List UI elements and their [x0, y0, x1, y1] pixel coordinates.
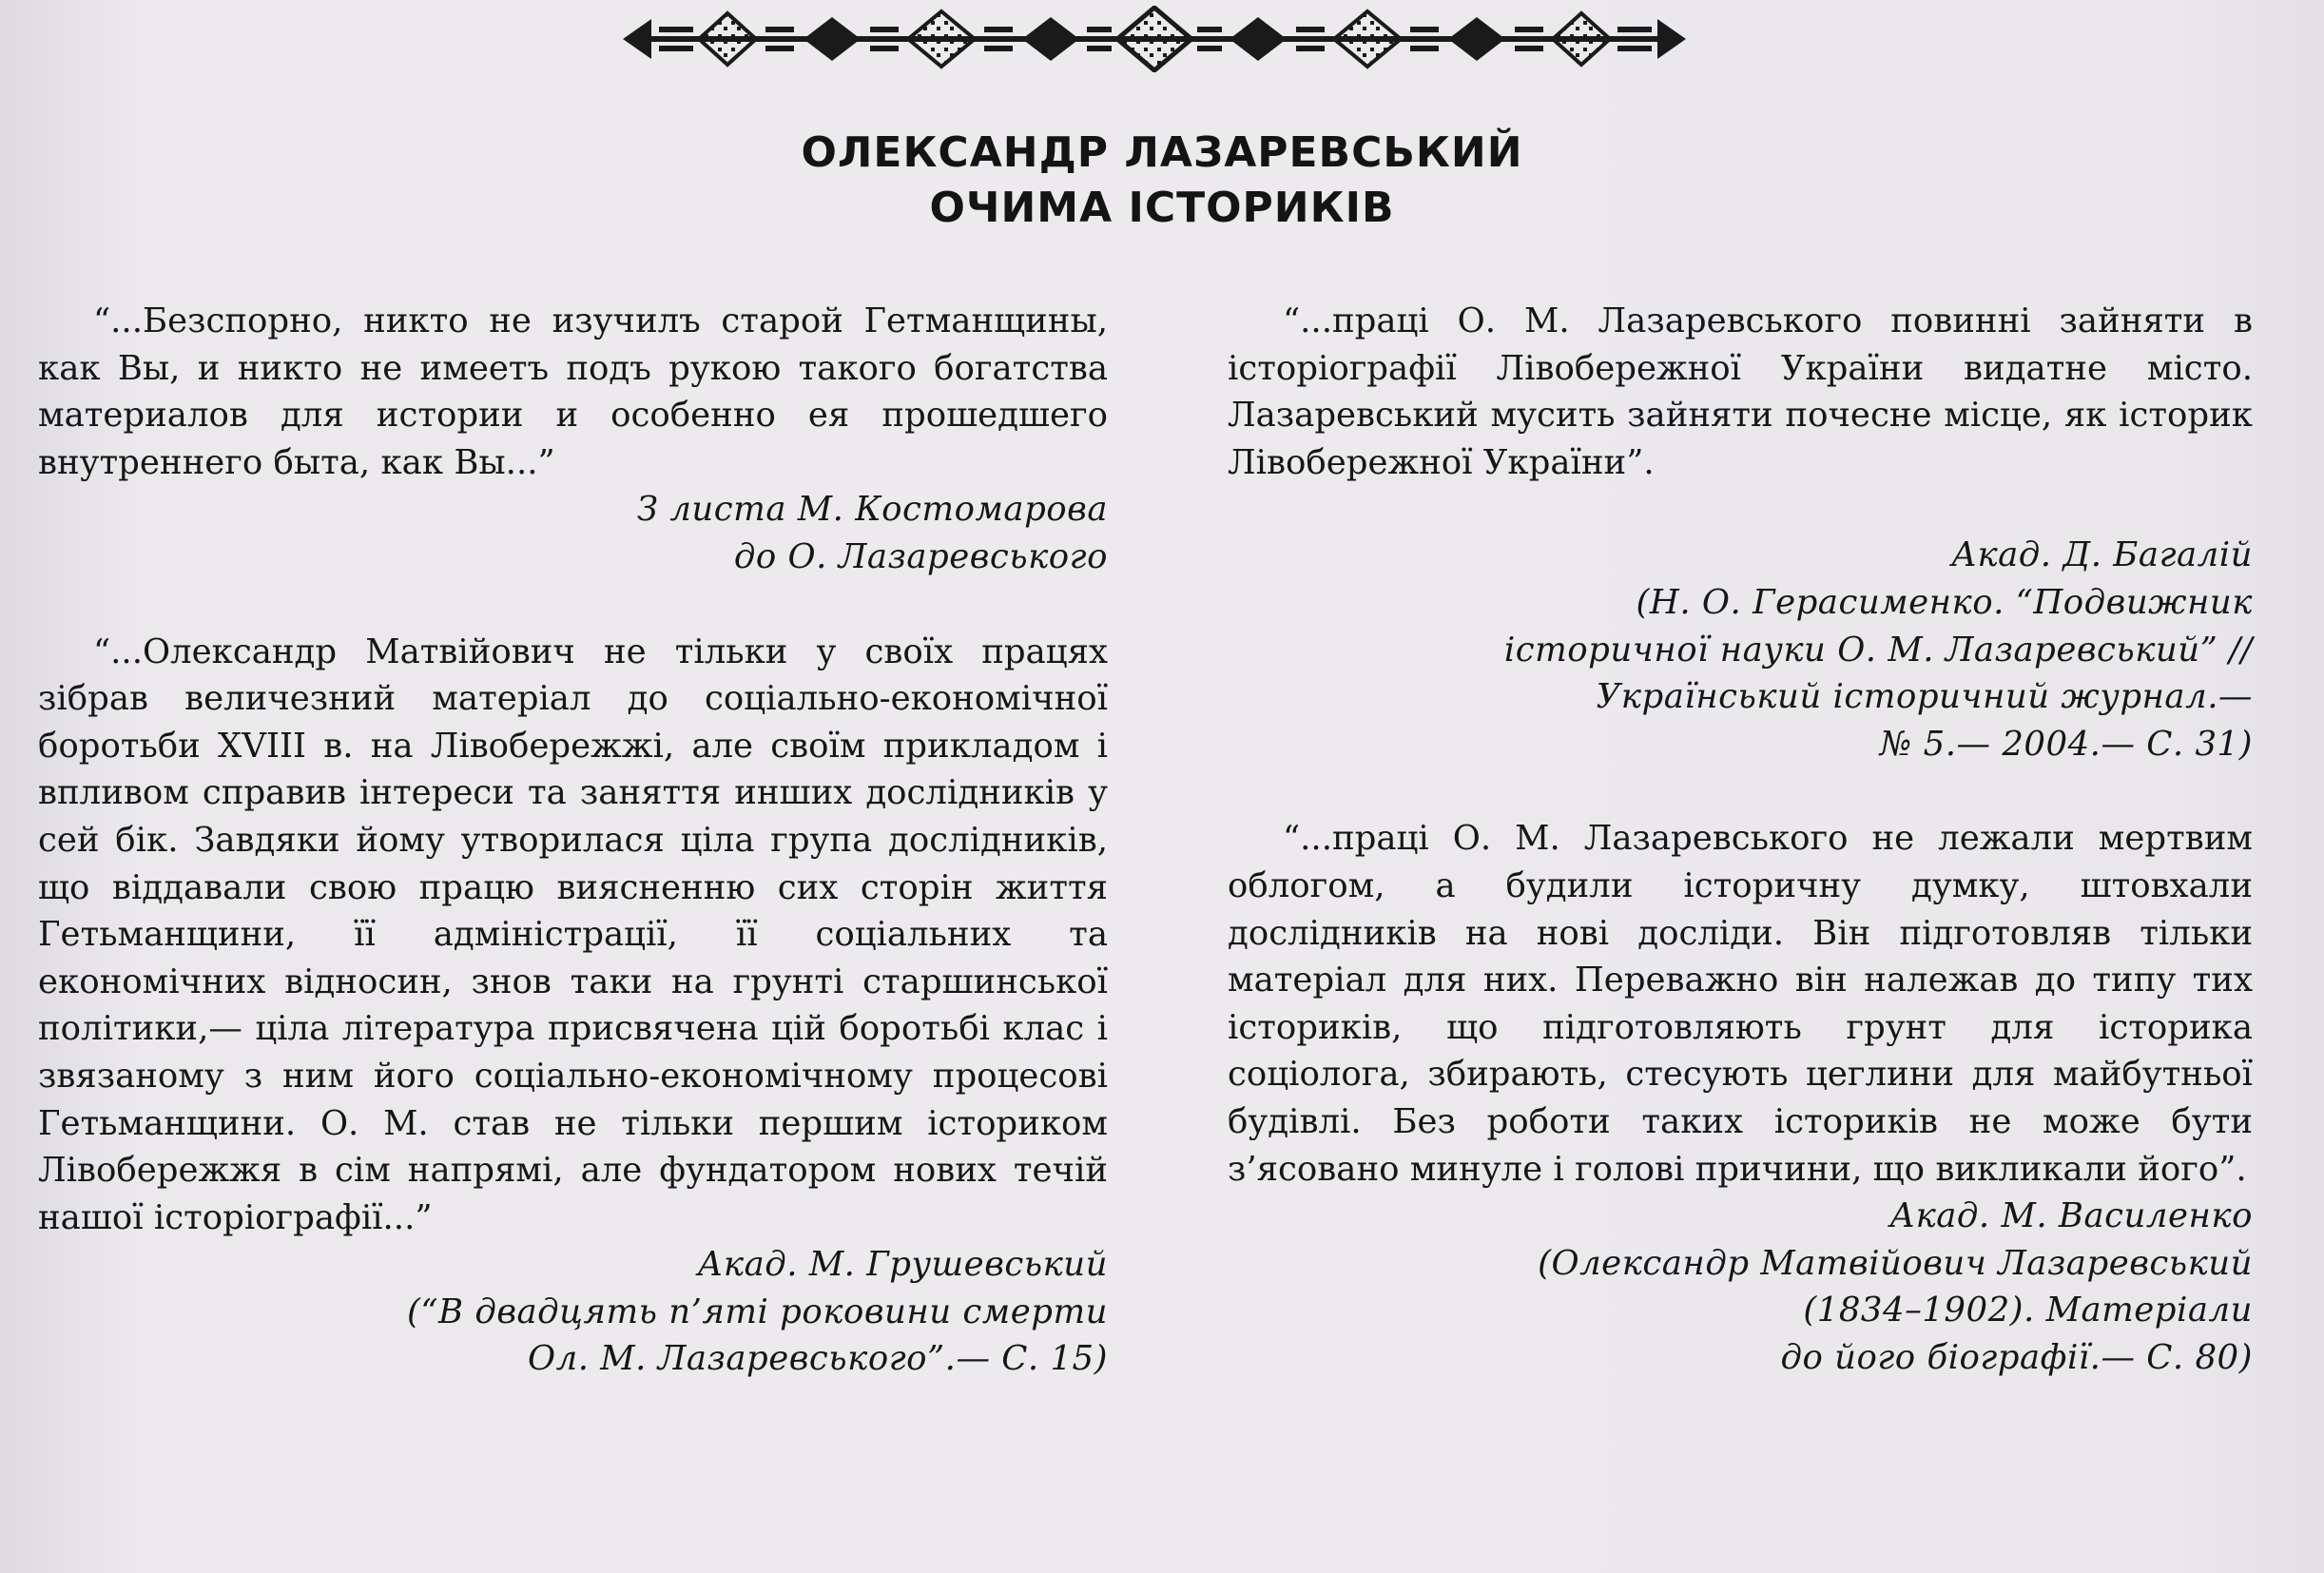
quote-vasylenko [1228, 815, 2253, 1193]
folk-ornament-border [623, 6, 1686, 72]
attribution-vasylenko: Акад. М. Василенко (Олександр Матвійович Лазаревський (1834–1902). Матеріали до його біографії.— С. 80) [1538, 1196, 2253, 1377]
quote-text: “...Безспорно, никто не изучилъ старой Гетманщины, как Вы, и никто не имеетъ подъ рукою такого богатства материалов для истории и особенно ея прошедшего внутреннего быта, как Вы...” [38, 301, 1108, 482]
attribution-hrushevsky: Акад. М. Грушевський (“В двадцять п’яті роковини смерти Ол. М. Лазаревського”.— С. 15) [406, 1245, 1108, 1379]
right-column [1228, 298, 2253, 1381]
quote-text: “...праці О. М. Лазаревського повинні зайняти в історіографії Лівобережної України видатне місто. Лазаревський мусить зайняти почесне місце, як історик Лівобережної України”. [1228, 301, 2253, 482]
page-title [0, 126, 2324, 236]
attribution-kostomarov: З листа М. Костомарова до О. Лазаревського [636, 490, 1108, 576]
left-column [38, 298, 1108, 1383]
title-line-2: ОЧИМА ІСТОРИКІВ [929, 184, 1395, 232]
attribution-bahalii: Акад. Д. Багалій (Н. О. Герасименко. “Подвижник історичної науки О. М. Лазаревський” // Український історичний журнал.— № 5.— 2004.— С. 31) [1503, 535, 2253, 764]
title-line-1: ОЛЕКСАНДР ЛАЗАРЕВСЬКИЙ [801, 128, 1523, 177]
quote-text: “...Олександр Матвійович не тільки у своїх працях зібрав величезний матеріал до соціально-економічної боротьби XVIII в. на Лівобережжі, але своїм прикладом і впливом справив інтереси та заняття инших дослідників у сей бік. Завдяки йому утворилася ціла група дослідників, що віддавали свою працю виясненню сих сторін життя Гетьманщини, її адміністрації, її соціальних та економічних відносин, знов таки на грунті старшинської політики,— ціла література присвячена цій боротьбі клас і звязаному з ним його соціально-економічному процесові Гетьманщини. О. М. став не тільки першим істориком Лівобережжя в сім напрямі, але фундатором нових течій нашої історіографії...” [38, 631, 1108, 1237]
quote-hrushevsky [38, 629, 1108, 1242]
quote-bahalii [1228, 298, 2253, 486]
quote-text: “...праці О. М. Лазаревського не лежали мертвим облогом, а будили історичну думку, штовхали дослідників на нові досліди. Він підготовляв тільки матеріал для них. Переважно він належав до типу тих істориків, що підготовляють грунт для історика соціолога, збирають, стесують цеглини для майбутньої будівлі. Без роботи таких істориків не може бути з’ясовано минуле і голові причини, що викликали його”. [1228, 819, 2253, 1189]
quote-kostomarov [38, 298, 1108, 486]
